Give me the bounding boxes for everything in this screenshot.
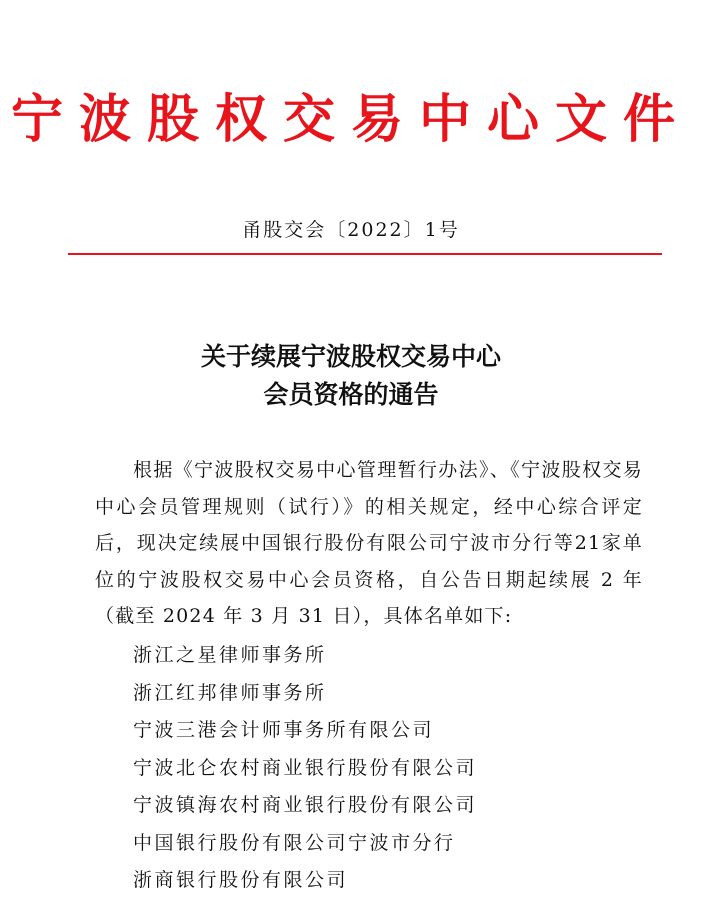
member-list [133,637,477,900]
document-header-title: 宁波股权交易中心文件 [10,90,691,150]
list-item: 浙江之星律师事务所 [133,644,327,666]
list-item: 宁波三港会计师事务所有限公司 [133,719,435,741]
notice-title-line-2: 会员资格的通告 [263,380,439,409]
notice-title-line-1: 关于续展宁波股权交易中心 [200,342,501,371]
list-item: 宁波镇海农村商业银行股份有限公司 [133,794,478,816]
list-item: 浙商银行股份有限公司 [133,869,349,891]
red-divider [68,253,662,255]
list-item: 浙江红邦律师事务所 [133,681,327,704]
list-item: 宁波北仑农村商业银行股份有限公司 [133,756,478,779]
notice-body-paragraph: 根据《宁波股权交易中心管理暂行办法》、《宁波股权交易中心会员管理规则（试行）》的相关规定，经中心综合评定后，现决定续展中国银行股份有限公司宁波市分行等21家单位的宁波股权交易中心会员资格，自公告日期起续展 2 年（截至 2024 年 3 月 31 日），具体名单如下: [95,459,643,627]
list-item: 中国银行股份有限公司宁波市分行 [133,831,456,854]
notice-title [0,338,702,414]
document-number: 甬股交会〔2022〕1号 [242,219,460,241]
